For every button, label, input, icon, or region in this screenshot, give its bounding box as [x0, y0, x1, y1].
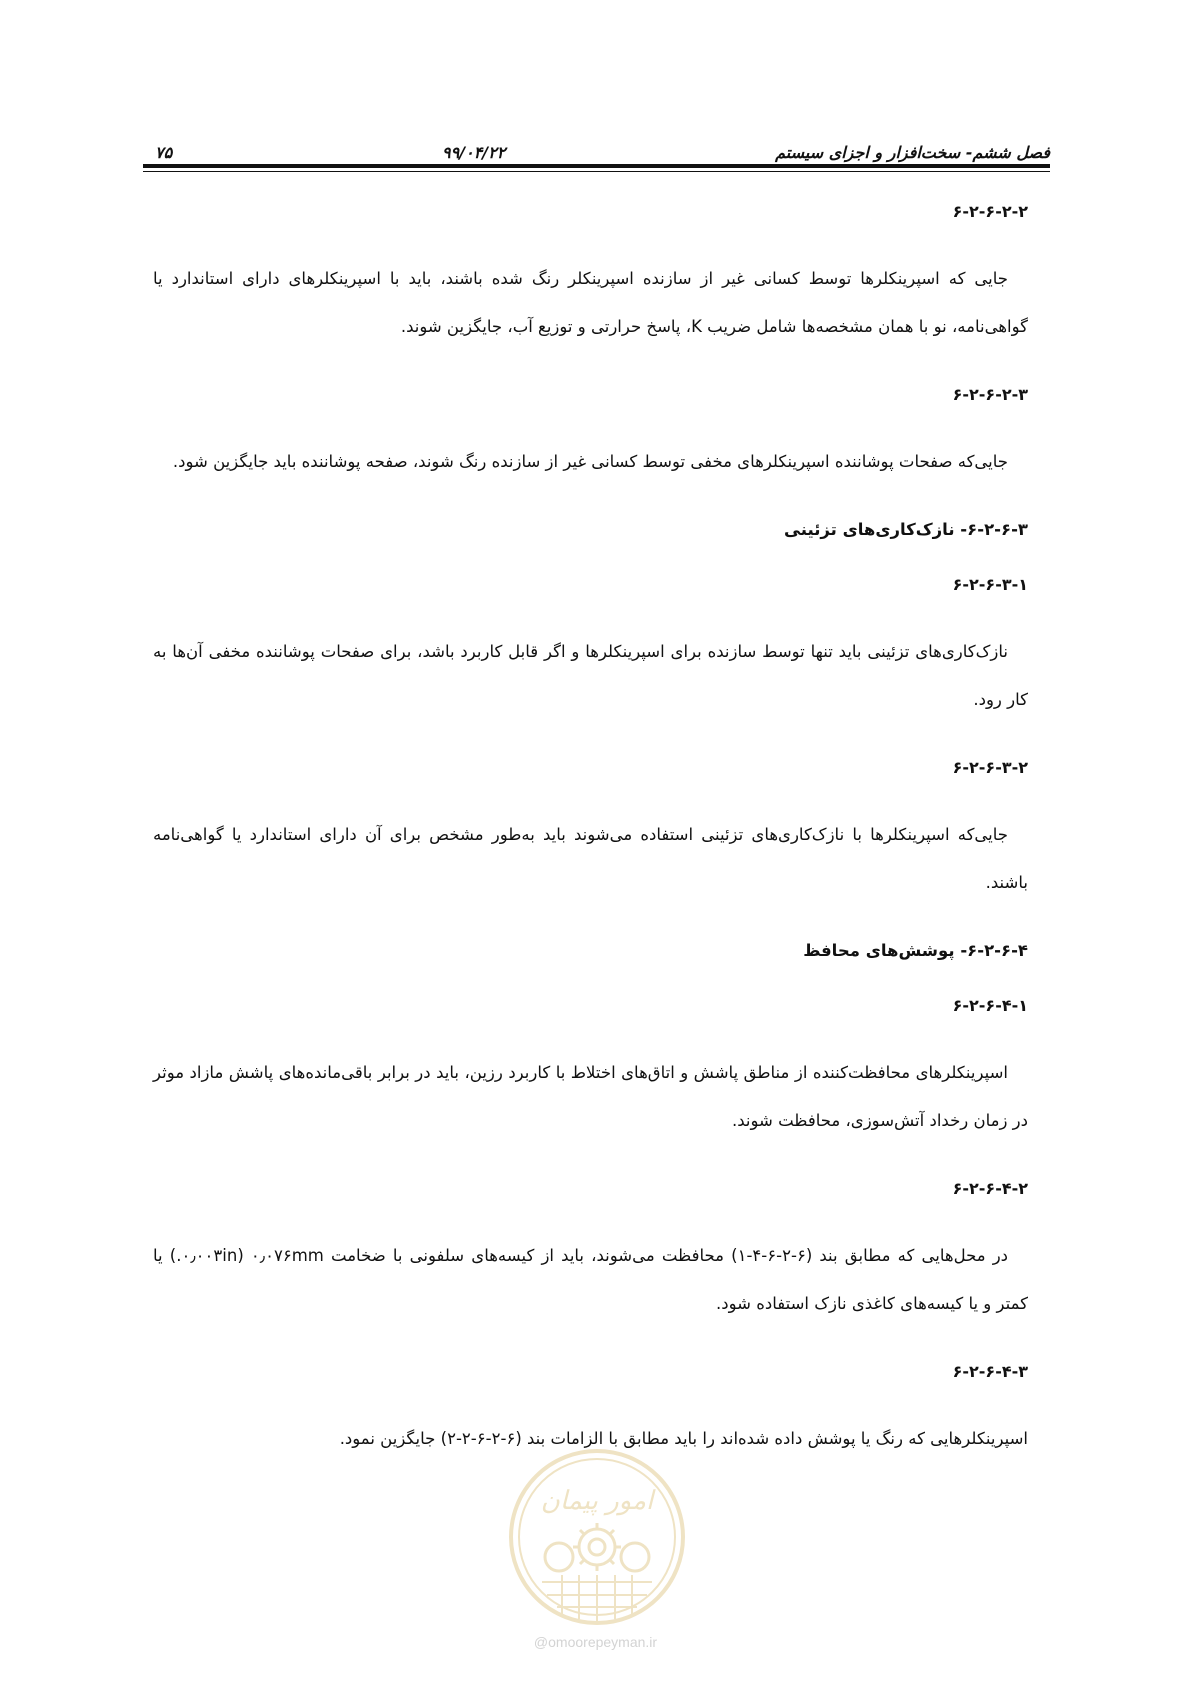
seal-text: امور پیمان: [540, 1486, 654, 1516]
section-paragraph: نازک‌کاری‌های تزئینی باید تنها توسط سازنده برای اسپرینکلرها و اگر قابل کاربرد باشد، برای صفحات پوشاننده مخفی آن‌ها به کار رود.: [153, 642, 1028, 709]
section-heading: ۶-۲-۶-۳- نازک‌کاری‌های تزئینی: [784, 520, 1028, 539]
section-number: ۶-۲-۶-۴-۱: [952, 996, 1028, 1015]
section-number: ۶-۲-۶-۲-۳: [952, 385, 1028, 404]
seal-logo: [507, 1447, 687, 1627]
section-paragraph: اسپرینکلرهای محافظت‌کننده از مناطق پاشش و اتاق‌های اختلاط با کاربرد رزین، باید در برابر باقی‌مانده‌های پاشش مازاد موثر در زمان رخداد آتش‌سوزی، محافظت شوند.: [153, 1063, 1028, 1130]
section-paragraph: جایی که اسپرینکلرها توسط کسانی غیر از سازنده اسپرینکلر رنگ شده باشند، باید با اسپرینکلرهای دارای استاندارد یا گواهی‌نامه، نو با همان مشخصه‌ها شامل ضریب K، پاسخ حرارتی و توزیع آب، جایگزین شوند.: [153, 269, 1028, 336]
header-rule-thick: [143, 164, 1050, 168]
chapter-title: فصل ششم- سخت‌افزار و اجزای سیستم: [775, 143, 1050, 162]
section-paragraph: در محل‌هایی که مطابق بند (۶-۲-۶-۴-۱) محافظت می‌شوند، باید از کیسه‌های سلفونی با ضخامت ۰٫۰۷۶mm (۰٫۰۰۳in.) یا کمتر و یا کیسه‌های کاغذی نازک استفاده شود.: [153, 1246, 1028, 1313]
watermark-text: @omoorepeyman.ir: [533, 1634, 658, 1650]
page-header: [143, 128, 1050, 162]
section-number: ۶-۲-۶-۴-۳: [952, 1362, 1028, 1381]
header-date: ۹۹/۰۴/۲۲: [442, 143, 506, 162]
section-number: ۶-۲-۶-۳-۱: [952, 575, 1028, 594]
section-heading: ۶-۲-۶-۴- پوشش‌های محافظ: [803, 941, 1028, 960]
section-number: ۶-۲-۶-۴-۲: [952, 1179, 1028, 1198]
scale-icon: [545, 1543, 573, 1571]
section-paragraph: اسپرینکلرهایی که رنگ یا پوشش داده شده‌اند را باید مطابق با الزامات بند (۶-۲-۶-۲-۲) جایگزین نمود.: [339, 1429, 1028, 1448]
gear-icon: [573, 1523, 621, 1571]
section-paragraph: جایی‌که صفحات پوشاننده اسپرینکلرهای مخفی توسط کسانی غیر از سازنده رنگ شوند، صفحه پوشاننده باید جایگزین شود.: [172, 452, 1008, 471]
house-icon: [621, 1543, 649, 1571]
page-number: ۷۵: [155, 143, 173, 162]
page-content: [153, 200, 1028, 1495]
section-number: ۶-۲-۶-۲-۲: [952, 202, 1028, 221]
header-rule-thin: [143, 171, 1050, 172]
section-paragraph: جایی‌که اسپرینکلرها با نازک‌کاری‌های تزئینی استفاده می‌شوند باید به‌طور مشخص برای آن دارای استاندارد یا گواهی‌نامه باشند.: [153, 825, 1028, 892]
section-number: ۶-۲-۶-۳-۲: [952, 758, 1028, 777]
